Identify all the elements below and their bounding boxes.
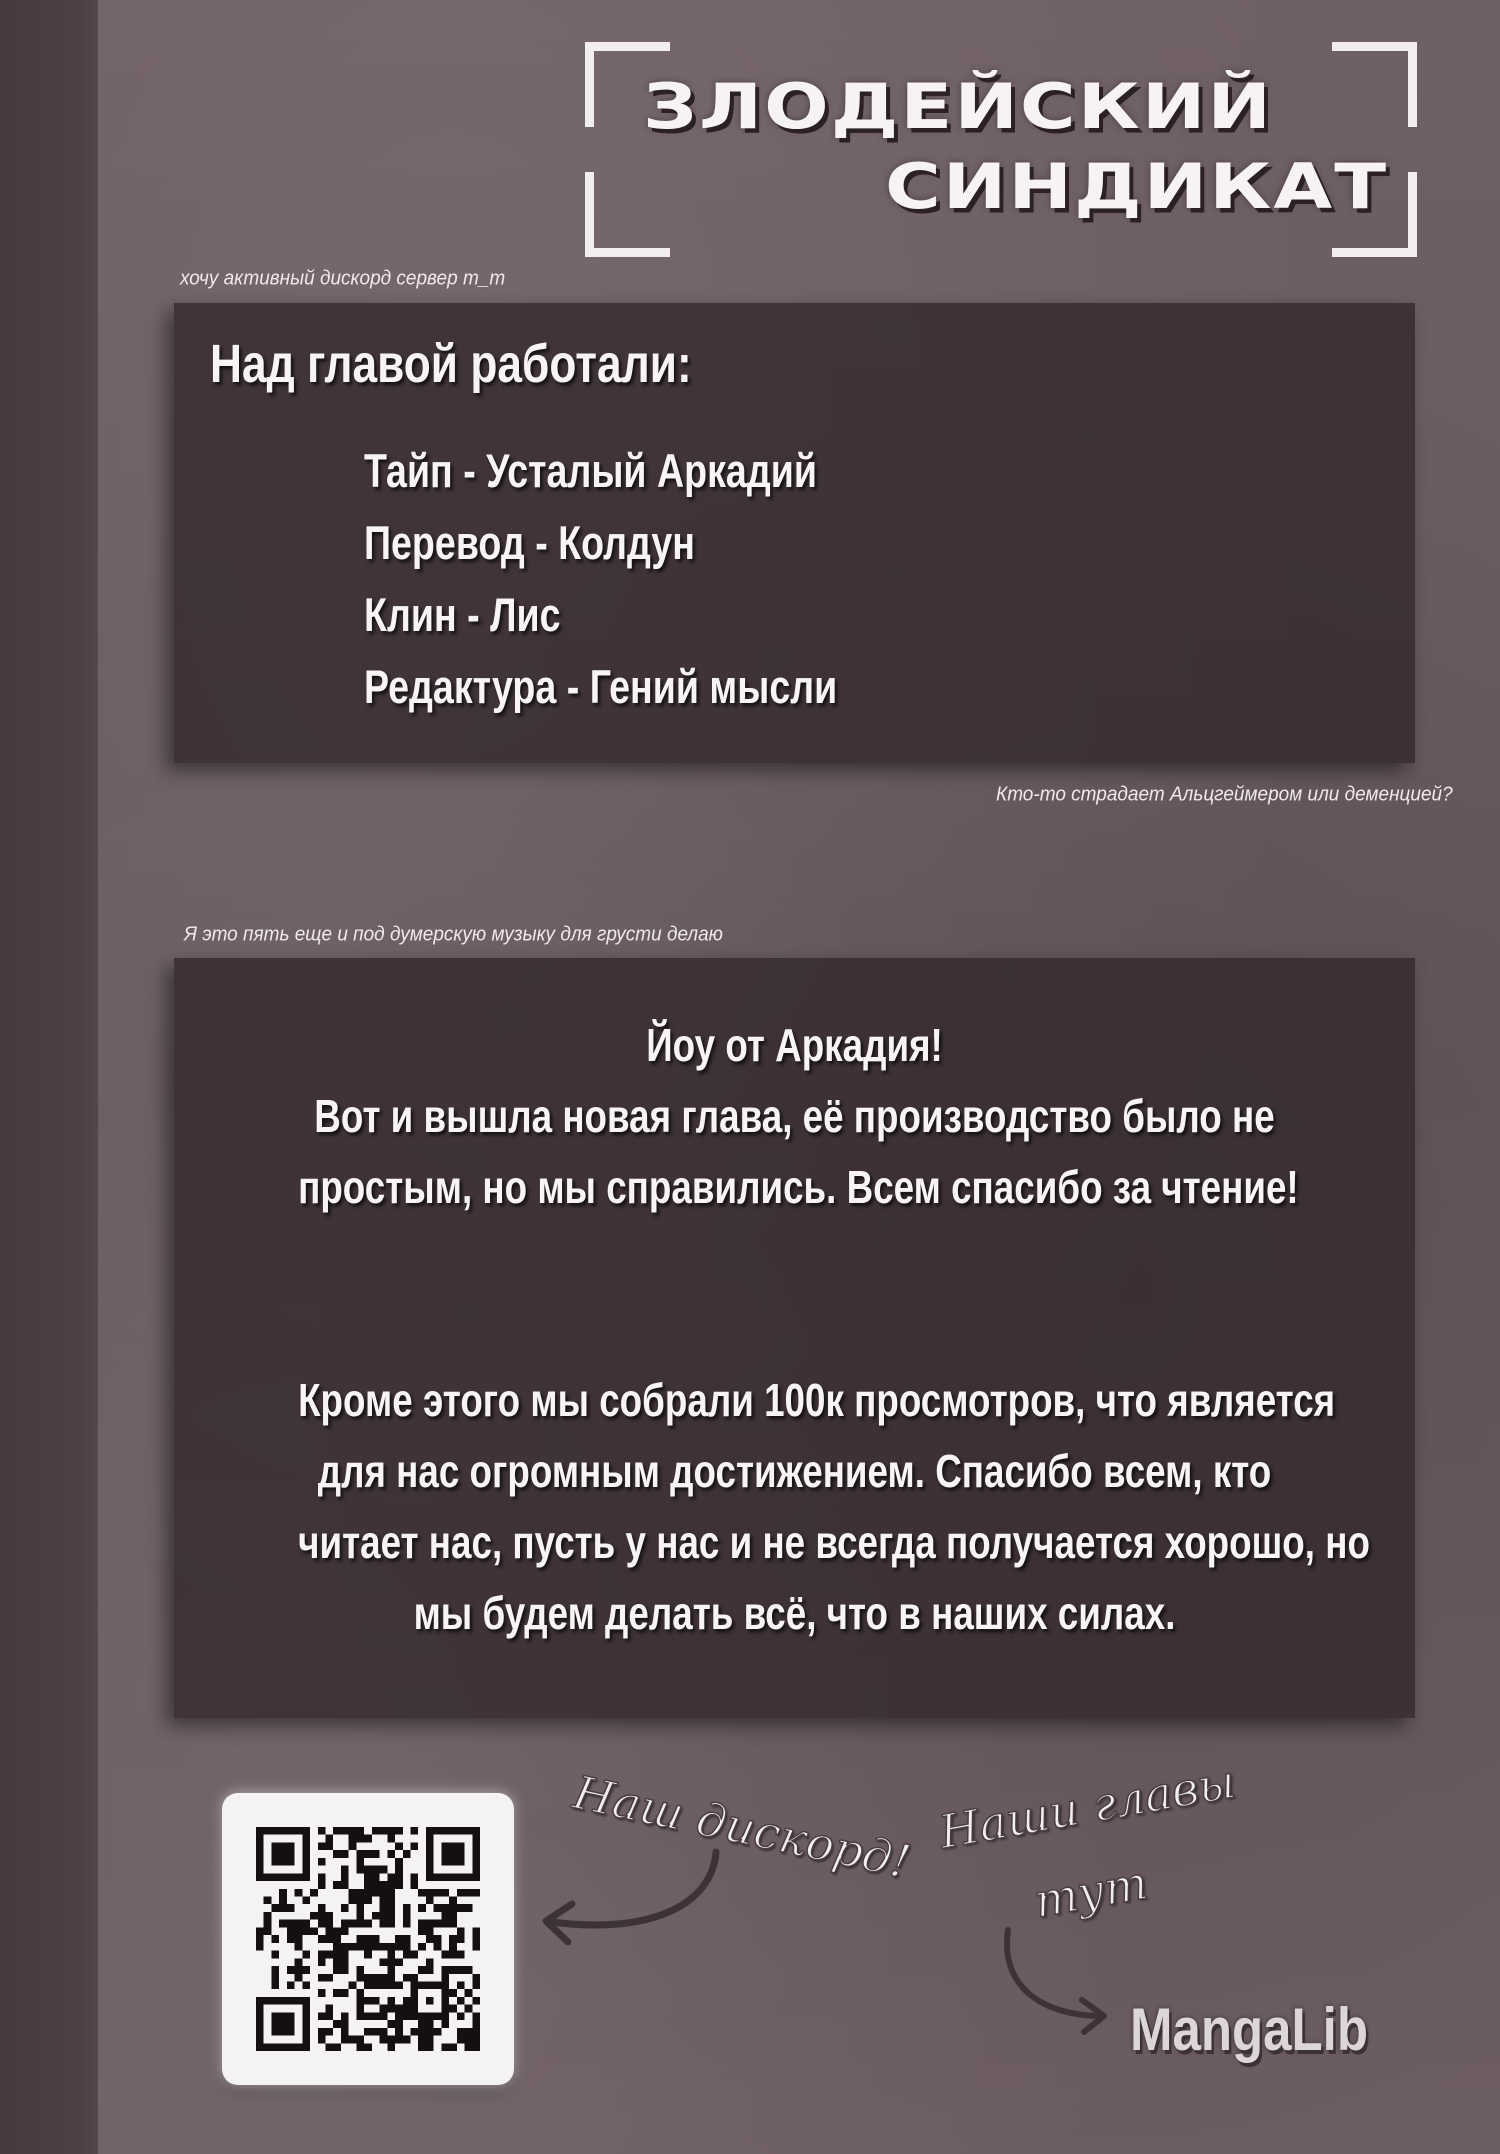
credit-item: Клин - Лис	[364, 588, 561, 641]
message-spacer	[174, 1223, 1415, 1365]
side-note-top: хочу активный дискорд сервер т_т	[180, 267, 506, 290]
logo-line-2: СИНДИКАТ	[885, 150, 1389, 223]
message-panel	[174, 958, 1415, 1718]
credits-heading: Над главой работали:	[210, 334, 692, 394]
credit-item: Тайп - Усталый Аркадий	[364, 444, 817, 497]
chapters-label-line-2: тут	[1030, 1855, 1152, 1929]
logo-bracket-bottom-left	[585, 172, 670, 257]
mangalib-logo[interactable]: MangaLib	[1130, 1996, 1368, 2063]
team-logo	[585, 42, 1417, 257]
chapters-label-line-1: Наши главы	[935, 1753, 1240, 1860]
message-line: мы будем делать всё, что в наших силах.	[413, 1587, 1176, 1639]
message-line: Кроме этого мы собрали 100к просмотров, что является	[298, 1374, 1336, 1426]
message-line: читает нас, пусть у нас и не всегда получается хорошо, но	[298, 1516, 1370, 1568]
message-line: простым, но мы справились. Всем спасибо за чтение!	[298, 1161, 1299, 1213]
discord-label: Наш дискорд!	[568, 1765, 916, 1890]
arrow-to-mangalib-icon	[1007, 1930, 1104, 2032]
credits-list	[364, 435, 956, 723]
credit-item: Редактура - Гений мысли	[364, 660, 838, 713]
message-line: Вот и вышла новая глава, её производство было не	[314, 1090, 1275, 1142]
logo-bracket-top-right	[1332, 42, 1417, 127]
qr-code-icon[interactable]	[256, 1827, 480, 2051]
side-note-middle-right: Кто-то страдает Альцгеймером или деменцией?	[996, 783, 1453, 806]
left-edge-strip	[0, 0, 98, 2154]
message-line: для нас огромным достижением. Спасибо всем, кто	[317, 1445, 1272, 1497]
credits-panel	[174, 303, 1415, 763]
discord-qr-card[interactable]	[222, 1793, 514, 2085]
credit-item: Перевод - Колдун	[364, 516, 696, 569]
message-line: Йоу от Аркадия!	[646, 1019, 943, 1071]
message-body	[174, 1010, 1415, 1649]
logo-line-1: ЗЛОДЕЙСКИЙ	[643, 70, 1274, 143]
side-note-middle-left: Я это пять еще и под думерскую музыку для грусти делаю	[184, 923, 723, 946]
arrow-to-qr-icon	[546, 1852, 716, 1942]
